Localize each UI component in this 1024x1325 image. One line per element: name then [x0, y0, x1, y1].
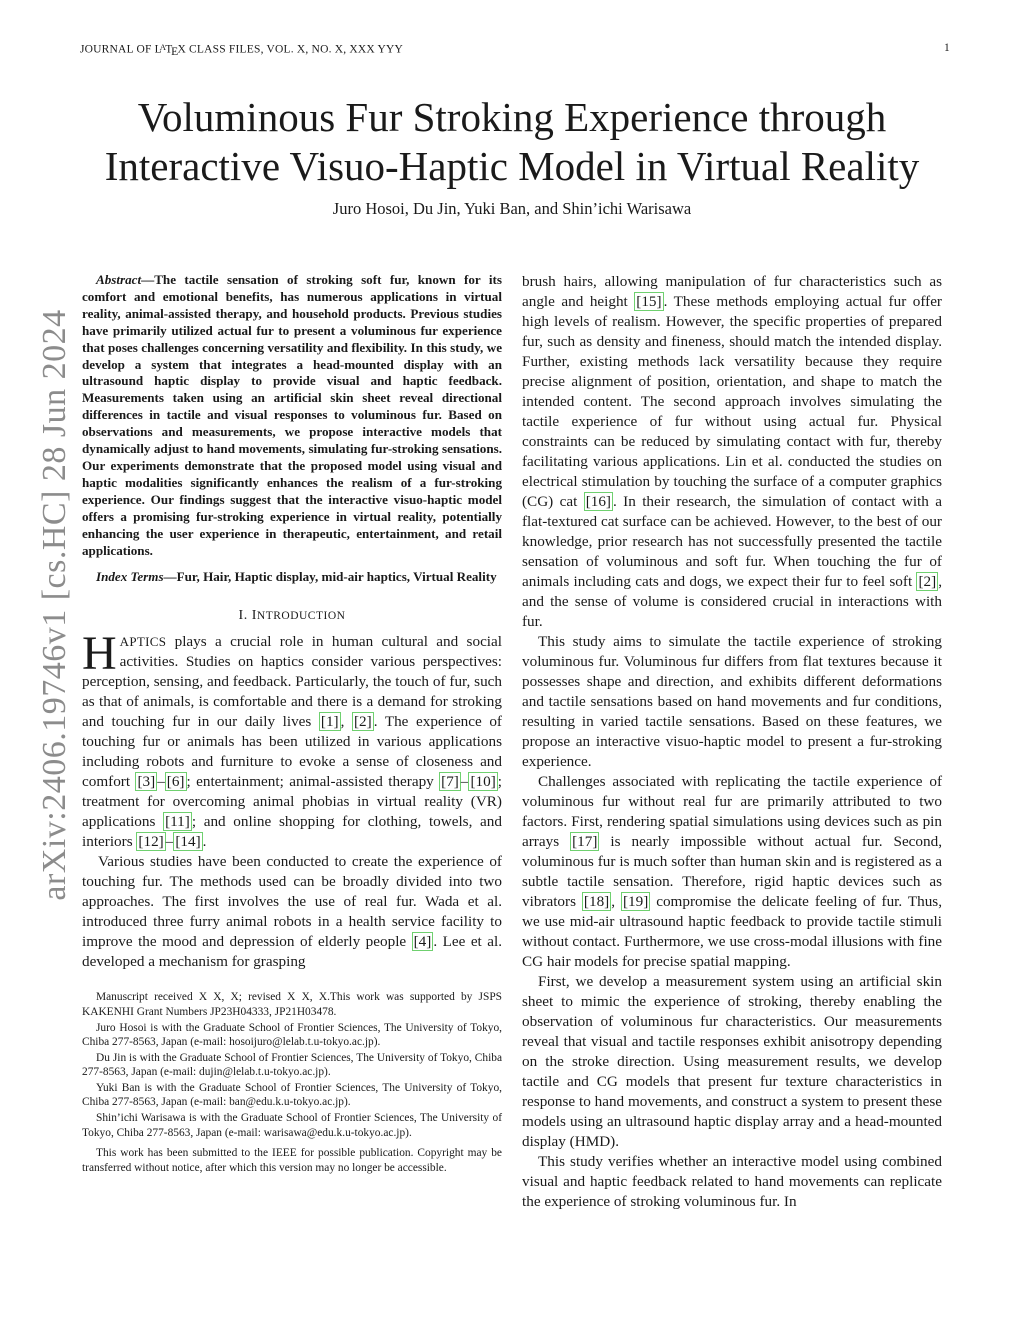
- citation-link[interactable]: [6]: [166, 773, 185, 791]
- body-paragraph-1: brush hairs, allowing manipulation of fur characteristics such as angle and height [15] . These methods employing actual fur offer high levels of realism. However, the specific properties of prepared fur, such as density and fineness, should match the intended display. Further, existing methods lack versatility because they require precise alignment of position, orientation, and shape to match the intended content. The second approach involves simulating the tactile experience of fur without using actual fur. Physical constraints can be reduced by simulating contact with fur, thereby facilitating various applications. Lin et al. conducted the studies on electrical stimulation by touching the surface of a computer graphics (CG) cat [16] . In their research, the simulation of contact with a flat-textured cat surface can be achieved. However, to the best of our knowledge, prior research has not successfully presented the tactile sensation of voluminous and soft fur. When touching the fur of animals including cats and dogs, we expect their fur to feel soft [2] , and the sense of volume is considered crucial in interactions with fur.: [522, 273, 942, 630]
- right-column: [522, 272, 942, 1212]
- footnote-author-4: Shin’ichi Warisawa is with the Graduate School of Frontier Sciences, The University of Tokyo, Chiba 277-8563, Japan (e-mail: warisawa@edu.k.u-tokyo.ac.jp).: [82, 1112, 502, 1139]
- arxiv-stamp: [28, 260, 82, 950]
- citation-link[interactable]: [10]: [470, 773, 496, 791]
- citation-link[interactable]: [14]: [175, 833, 201, 851]
- arxiv-identifier: arXiv:2406.19746v1 [cs.HC] 28 Jun 2024: [36, 309, 73, 901]
- title-line-2: Interactive Visuo-Haptic Model in Virtual Reality: [104, 143, 920, 189]
- footnote-manuscript: Manuscript received X X, X; revised X X, X.This work was supported by JSPS KAKENHI Grant Numbers JP23H04333, JP21H03478.: [82, 991, 502, 1018]
- index-terms-text: —Fur, Hair, Haptic display, mid-air haptics, Virtual Reality: [163, 569, 497, 585]
- citation-link[interactable]: [17]: [572, 833, 598, 850]
- footnotes: [82, 990, 502, 1175]
- left-column: [82, 272, 502, 1176]
- citation-link[interactable]: [12]: [138, 833, 164, 851]
- citation-link[interactable]: [15]: [636, 293, 662, 310]
- index-terms: [82, 569, 502, 586]
- citation-link[interactable]: [18]: [583, 893, 610, 910]
- body-paragraph-2: This study aims to simulate the tactile experience of stroking voluminous fur. Voluminous fur differs from flat textures because it possesses shape and direction, and exhibits different deformations and tactile sensations based on hand movements and fur conditions, resulting in varied tactile sensations. Based on these features, we propose an interactive visuo-haptic model to present a fur-stroking experience.: [522, 633, 942, 770]
- intro-paragraph-1: HAPTICS plays a crucial role in human cultural and social activities. Studies on haptics consider various perspectives: perception, sensing, and feedback. Particularly, the touch of fur, such as that of animals, is comfortable and there is a demand for stroking and touching fur in our daily lives [1] , [2] . The experience of touching fur or animals has been utilized in various applications including robots and furniture to evoke a sense of closeness and comfort [3] – [6] ; entertainment; animal-assisted therapy [7] – [10] ; treatment for overcoming animal phobias in virtual reality (VR) applications [11] ; and online shopping for clothing, towels, and interiors [12] – [14] .: [82, 627, 503, 851]
- citation-link[interactable]: [4]: [413, 933, 432, 951]
- citation-link[interactable]: [11]: [165, 813, 190, 831]
- title-line-1: Voluminous Fur Stroking Experience through: [137, 94, 887, 140]
- footnote-author-1: Juro Hosoi is with the Graduate School of Frontier Sciences, The University of Tokyo, Chiba 277-8563, Japan (e-mail: hosoijuro@lelab.t.u-tokyo.ac.jp).: [82, 1021, 502, 1049]
- abstract-label: Abstract: [96, 272, 142, 287]
- author-list: Juro Hosoi, Du Jin, Yuki Ban, and Shin’ichi Warisawa: [332, 199, 692, 218]
- citation-link[interactable]: [2]: [918, 573, 937, 590]
- citation-link[interactable]: [2]: [354, 713, 372, 731]
- citation-link[interactable]: [1]: [320, 713, 339, 731]
- drop-cap: H: [82, 627, 117, 681]
- section-heading-introduction: I. INTRODUCTION: [238, 608, 346, 624]
- page-number: 1: [944, 42, 950, 54]
- citation-link[interactable]: [7]: [441, 773, 459, 791]
- footnote-author-2: Du Jin is with the Graduate School of Frontier Sciences, The University of Tokyo, Chiba 277-8563, Japan (e-mail: dujin@lelab.t.u-tokyo.ac.jp).: [82, 1051, 502, 1079]
- journal-name: JOURNAL OF $L^ATEX$ CLASS FILES, VOL. X, NO. X, XXX YYY: [80, 42, 404, 58]
- citation-link[interactable]: [19]: [622, 893, 649, 910]
- citation-link[interactable]: [3]: [137, 773, 156, 791]
- abstract-text: —The tactile sensation of stroking soft fur, known for its comfort and emotional benefits, has numerous applications in virtual reality, animal-assisted therapy, and household products. Previous studies have primarily utilized actual fur to present a voluminous fur experience that poses challenges concerning versatility and flexibility. In this study, we develop a system that integrates a head-mounted display with an ultrasound haptic display to provide visual and haptic feedback. Measurements taken using an artificial skin sheet reveal directional differences in tactile and visual responses to voluminous fur. Based on observations and measurements, we propose interactive models that dynamically adjust to hand movements, simulating fur-stroking sensations. Our experiments demonstrate that the proposed model using visual and haptic modalities significantly enhances the realism of a fur-stroking experience. Our findings suggest that the interactive visuo-haptic model offers a promising fur-stroking experience in virtual reality, potentially enhancing the user experience in therapeutic, entertainment, and retail applications.: [82, 272, 502, 558]
- citation-link[interactable]: [16]: [585, 493, 611, 510]
- body-paragraph-5: This study verifies whether an interactive model using combined visual and haptic feedback related to hand movements can replicate the experience of stroking voluminous fur. In: [522, 1153, 942, 1210]
- intro-paragraph-2: Various studies have been conducted to create the experience of touching fur. The methods used can be broadly divided into two approaches. The first involves the use of real fur. Wada et al. introduced three furry animal robots in a health service facility to improve the mood and depression of elderly people [4] . Lee et al. developed a mechanism for grasping: [82, 853, 502, 971]
- body-paragraph-3: Challenges associated with replicating the tactile experience of voluminous fur without real fur are primarily attributed to two factors. First, rendering spatial simulations using devices such as pin arrays [17] is nearly impossible without actual fur. Second, voluminous fur is much softer than human skin and is registered as a subtle tactile sensation. Therefore, rigid haptic devices such as vibrators [18] , [19] compromise the delicate feeling of fur. Thus, we use mid-air ultrasound haptic feedback to provide tactile stimuli without contact. Furthermore, we use cross-modal illusions with fine CG hair models for precise spatial mapping.: [522, 773, 943, 970]
- index-terms-label: Index Terms: [96, 569, 164, 585]
- footnote-author-3: Yuki Ban is with the Graduate School of Frontier Sciences, The University of Tokyo, Chiba 277-8563, Japan (e-mail: ban@edu.k.u-tokyo.ac.jp).: [82, 1081, 502, 1109]
- paper-title: [60, 93, 964, 191]
- footnote-ieee-notice: This work has been submitted to the IEEE for possible publication. Copyright may be transferred without notice, after which this version may no longer be accessible.: [82, 1147, 502, 1174]
- body-paragraph-4: First, we develop a measurement system using an artificial skin sheet to mimic the experience of stroking, thereby enabling the observation of voluminous fur characteristics. Our measurements reveal that visual and tactile responses exhibit anisotropy depending on the stroke direction. Using measurement results, we develop tactile and CG models that present fur texture characteristics in response to hand movements, and construct a system to present these models using an ultrasound haptic display array and a head-mounted display (HMD).: [522, 973, 942, 1150]
- abstract: [82, 272, 502, 559]
